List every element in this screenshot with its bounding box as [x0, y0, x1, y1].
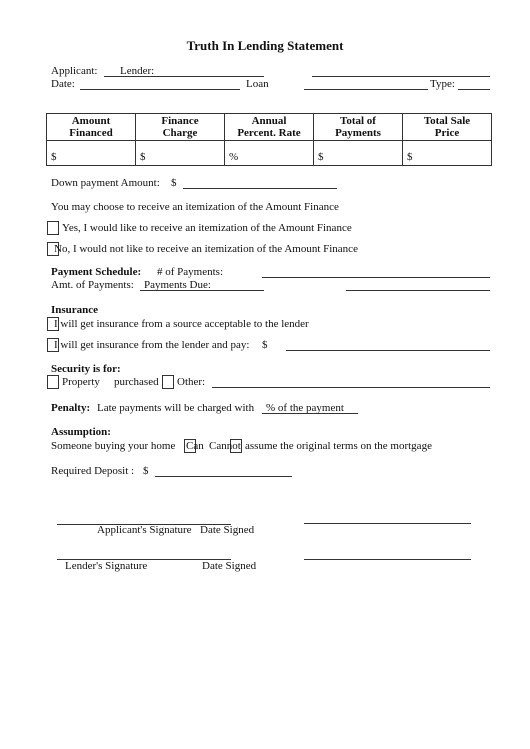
page-title: Truth In Lending Statement — [186, 38, 344, 53]
itemization-no-label: No, I would not like to receive an itemization of the Amount Finance — [54, 243, 358, 255]
lender-signature-label: Lender's Signature — [65, 560, 148, 572]
assumption-heading: Assumption: — [51, 426, 111, 438]
security-purchased-label: purchased — [114, 376, 159, 388]
num-payments-field[interactable] — [262, 277, 490, 278]
assumption-text-start: Someone buying your home — [51, 440, 176, 452]
applicant-date-line[interactable] — [304, 523, 471, 524]
total-payments-cell[interactable]: $ — [314, 141, 403, 166]
applicant-signature-label: Applicant's Signature — [97, 524, 192, 536]
assumption-can-label: Can — [186, 440, 204, 452]
insurance-amount-field[interactable] — [286, 350, 490, 351]
applicant-label: Applicant: — [51, 65, 98, 77]
itemization-yes-label: Yes, I would like to receive an itemization of the Amount Finance — [62, 222, 352, 234]
table-row — [47, 141, 492, 166]
penalty-heading: Penalty: — [51, 402, 91, 414]
loan-field[interactable] — [304, 89, 428, 90]
annual-rate-cell[interactable]: % — [225, 141, 314, 166]
assumption-cannot-label: Cannot — [209, 440, 241, 452]
lender-field[interactable] — [312, 76, 490, 77]
header-finance-charge: Finance Charge — [136, 114, 225, 141]
security-other-checkbox[interactable] — [162, 375, 174, 389]
security-other-label: Other: — [177, 376, 206, 388]
payments-due-label: Payments Due: — [144, 279, 211, 291]
lender-date-line[interactable] — [304, 559, 471, 560]
penalty-field[interactable] — [262, 413, 358, 414]
num-payments-label: # of Payments: — [157, 266, 223, 278]
security-property-label: Property — [62, 376, 100, 388]
insurance-heading: Insurance — [51, 304, 99, 316]
amount-financed-cell[interactable]: $ — [47, 141, 136, 166]
type-field[interactable] — [458, 89, 490, 90]
down-payment-field[interactable] — [183, 188, 337, 189]
table-header-row — [47, 114, 492, 141]
penalty-value: % of the payment — [266, 402, 344, 414]
insurance-option1-label: I will get insurance from a source acceptable to the lender — [54, 318, 309, 330]
security-other-field[interactable] — [212, 387, 490, 388]
header-amount-financed: Amount Financed — [47, 114, 136, 141]
down-payment-label: Down payment Amount: — [51, 177, 160, 189]
penalty-text: Late payments will be charged with — [97, 402, 255, 414]
lending-table — [46, 113, 492, 166]
lender-label: Lender: — [120, 65, 155, 77]
applicant-date-label: Date Signed — [200, 524, 255, 536]
applicant-field[interactable] — [104, 76, 264, 77]
insurance-option2-label: I will get insurance from the lender and pay: — [54, 339, 250, 351]
assumption-text-end: assume the original terms on the mortgage — [245, 440, 432, 452]
finance-charge-cell[interactable]: $ — [136, 141, 225, 166]
deposit-label: Required Deposit : — [51, 465, 135, 477]
down-payment-currency: $ — [171, 177, 177, 189]
amount-payments-field[interactable] — [140, 290, 264, 291]
amount-payments-label: Amt. of Payments: — [51, 279, 134, 291]
header-total-payments: Total of Payments — [314, 114, 403, 141]
header-total-sale-price: Total Sale Price — [403, 114, 492, 141]
lender-date-label: Date Signed — [202, 560, 257, 572]
insurance-currency: $ — [262, 339, 268, 351]
security-heading: Security is for: — [51, 363, 121, 375]
deposit-field[interactable] — [155, 476, 292, 477]
itemization-intro: You may choose to receive an itemization of the Amount Finance — [51, 201, 339, 213]
payments-due-field[interactable] — [346, 290, 490, 291]
type-label: Type: — [430, 78, 455, 90]
deposit-currency: $ — [143, 465, 149, 477]
itemization-yes-checkbox[interactable] — [47, 221, 59, 235]
date-field[interactable] — [80, 89, 240, 90]
loan-label: Loan — [246, 78, 269, 90]
date-label: Date: — [51, 78, 75, 90]
header-annual-rate: Annual Percent. Rate — [225, 114, 314, 141]
payment-schedule-heading: Payment Schedule: — [51, 266, 142, 278]
total-sale-price-cell[interactable]: $ — [403, 141, 492, 166]
security-property-checkbox[interactable] — [47, 375, 59, 389]
